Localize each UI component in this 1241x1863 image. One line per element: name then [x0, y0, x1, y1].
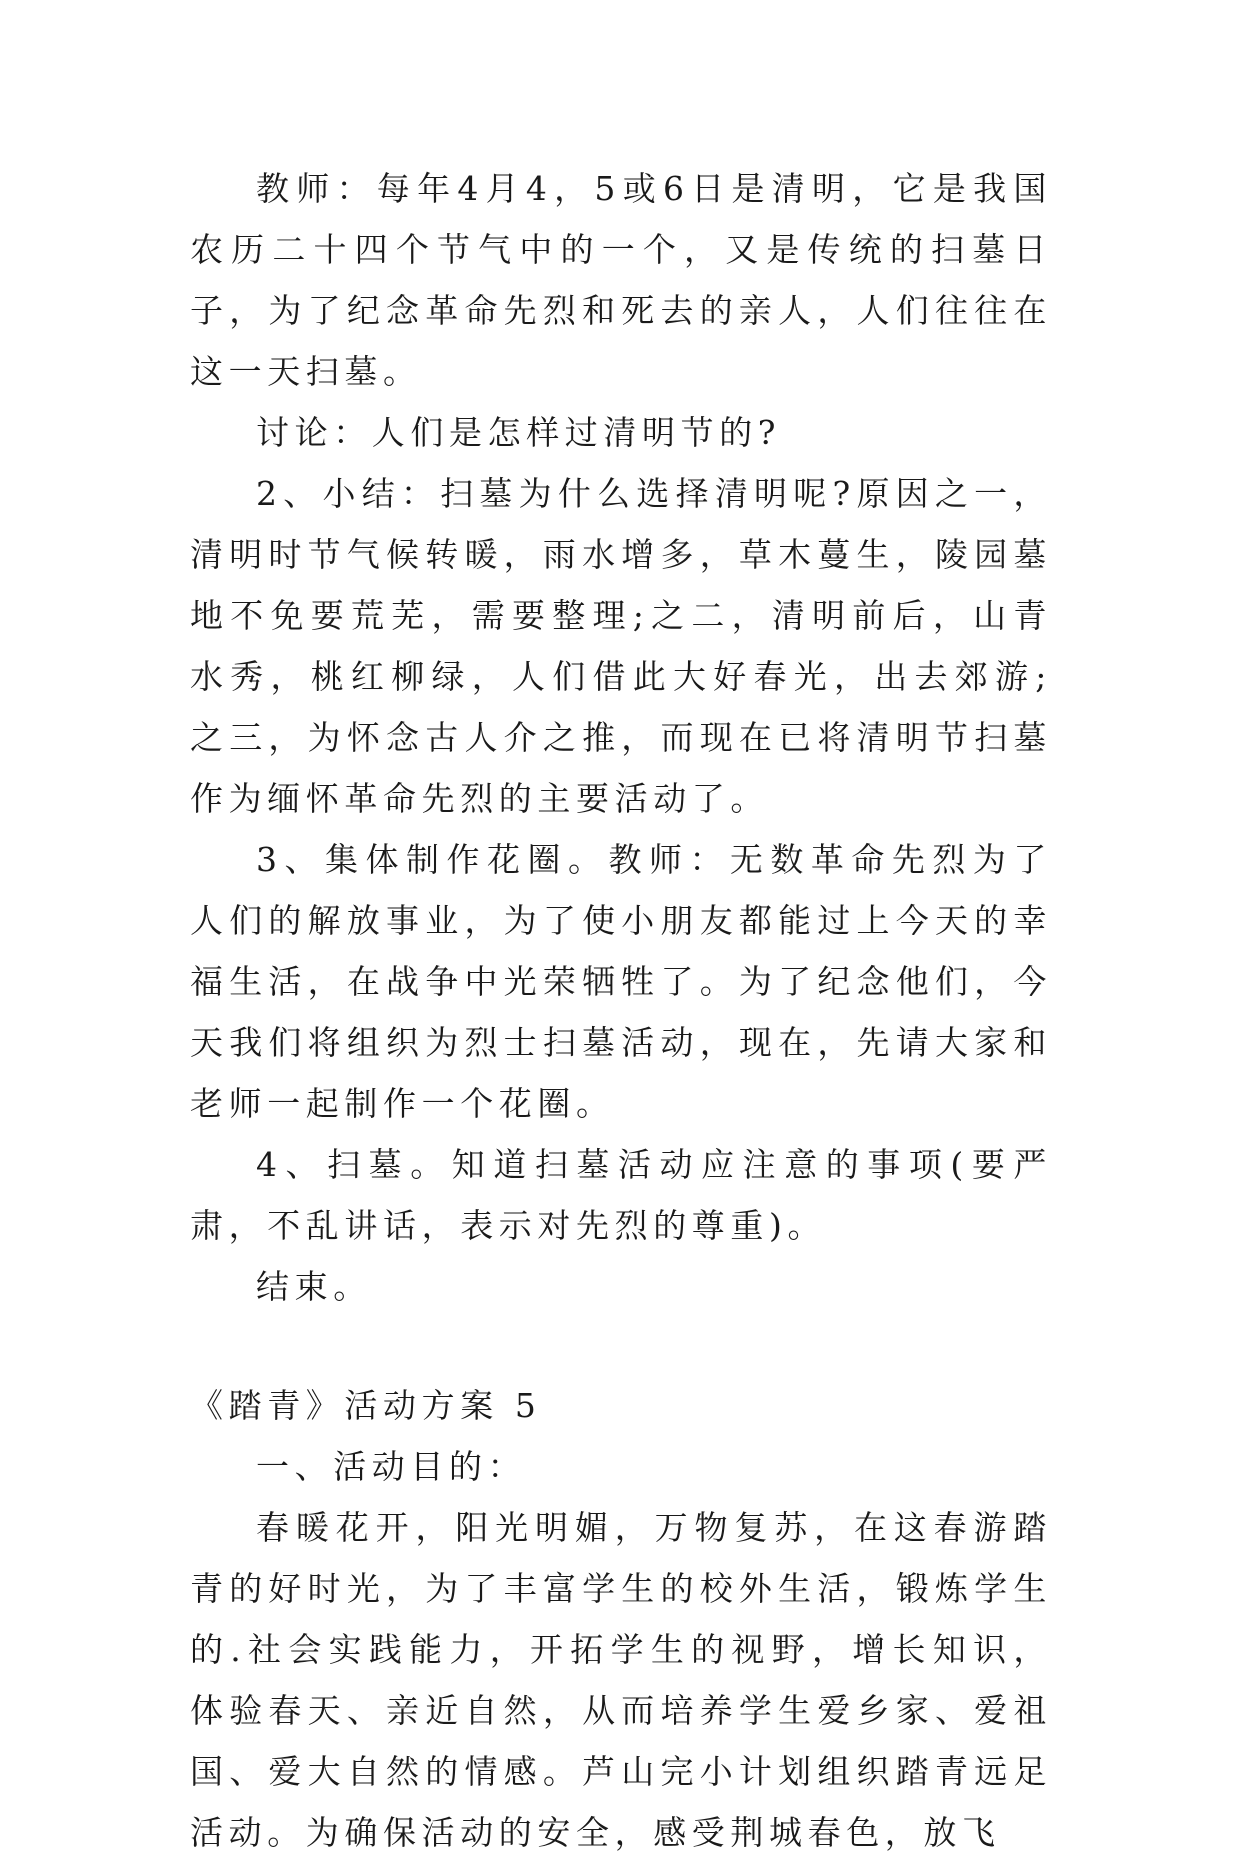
paragraph-activity-purpose-heading: 一、活动目的： — [256, 1447, 527, 1486]
section-title: 《踏青》活动方案 5 — [190, 1386, 542, 1425]
paragraph-wreath: 3、集体制作花圈。教师：无数革命先烈为了人们的解放事业，为了使小朋友都能过上今天的幸福生活，在战争中光荣牺牲了。为了纪念他们，今天我们将组织为烈士扫墓活动，现在，先请大家和老师一起制作一个花圈。 — [190, 840, 1052, 1123]
paragraph-end: 结束。 — [256, 1267, 372, 1306]
paragraph-activity-purpose: 春暖花开，阳光明媚，万物复苏，在这春游踏青的好时光，为了丰富学生的校外生活，锻炼学生的.社会实践能力，开拓学生的视野，增长知识，体验春天、亲近自然，从而培养学生爱乡家、爱祖国、爱大自然的情感。芦山完小计划组织踏青远足活动。为确保活动的安全，感受荆城春色，放飞 — [190, 1508, 1052, 1852]
paragraph-summary: 2、小结：扫墓为什么选择清明呢?原因之一，清明时节气候转暖，雨水增多，草木蔓生，陵园墓地不免要荒芜，需要整理;之二，清明前后，山青水秀，桃红柳绿，人们借此大好春光，出去郊游;之三，为怀念古人介之推，而现在已将清明节扫墓作为缅怀革命先烈的主要活动了。 — [190, 474, 1052, 818]
document-body — [190, 158, 1052, 1863]
paragraph-discussion: 讨论：人们是怎样过清明节的? — [256, 413, 782, 452]
paragraph-teacher-intro: 教师：每年4月4，5或6日是清明，它是我国农历二十四个节气中的一个，又是传统的扫墓日子，为了纪念革命先烈和死去的亲人，人们往往在这一天扫墓。 — [190, 169, 1052, 391]
paragraph-tomb-sweeping: 4、扫墓。知道扫墓活动应注意的事项(要严肃，不乱讲话，表示对先烈的尊重)。 — [190, 1145, 1052, 1245]
